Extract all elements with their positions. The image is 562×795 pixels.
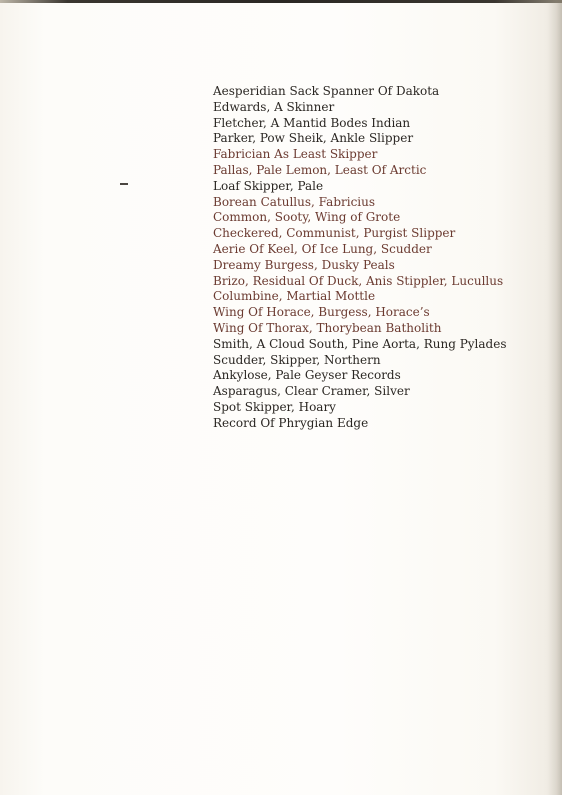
list-item: Aesperidian Sack Spanner Of Dakota [213, 84, 440, 98]
list-item: Record Of Phrygian Edge [213, 415, 369, 430]
list-item: Smith, A Cloud South, Pine Aorta, Rung Pylades [213, 336, 507, 351]
list-item: Loaf Skipper, Pale [213, 178, 324, 193]
list-item: Pallas, Pale Lemon, Least Of Arctic [213, 162, 427, 177]
list-item: Spot Skipper, Hoary [213, 399, 336, 414]
list-item: Edwards, A Skinner [213, 99, 335, 114]
list-item: Brizo, Residual Of Duck, Anis Stippler, Lucullus [213, 273, 504, 288]
list-item: Columbine, Martial Mottle [213, 289, 376, 304]
list-item: Aerie Of Keel, Of Ice Lung, Scudder [213, 241, 432, 256]
list-item: Wing Of Thorax, Thorybean Batholith [213, 320, 442, 335]
page-gutter-shadow [548, 0, 562, 795]
list-item: Checkered, Communist, Purgist Slipper [213, 226, 456, 241]
list-item: Fletcher, A Mantid Bodes Indian [213, 115, 411, 130]
list-item: Parker, Pow Sheik, Ankle Slipper [213, 131, 414, 146]
page-top-edge [0, 0, 562, 3]
list-item: Ankylose, Pale Geyser Records [213, 368, 401, 383]
entry-list [213, 84, 506, 432]
list-item: Dreamy Burgess, Dusky Peals [213, 257, 395, 272]
list-item: Fabrician As Least Skipper [213, 147, 378, 162]
list-item: Asparagus, Clear Cramer, Silver [213, 384, 410, 399]
margin-mark [120, 183, 128, 185]
list-item: Wing Of Horace, Burgess, Horace’s [213, 305, 430, 320]
list-item: Borean Catullus, Fabricius [213, 194, 376, 209]
list-item: Common, Sooty, Wing of Grote [213, 210, 401, 225]
list-item: Scudder, Skipper, Northern [213, 352, 381, 367]
